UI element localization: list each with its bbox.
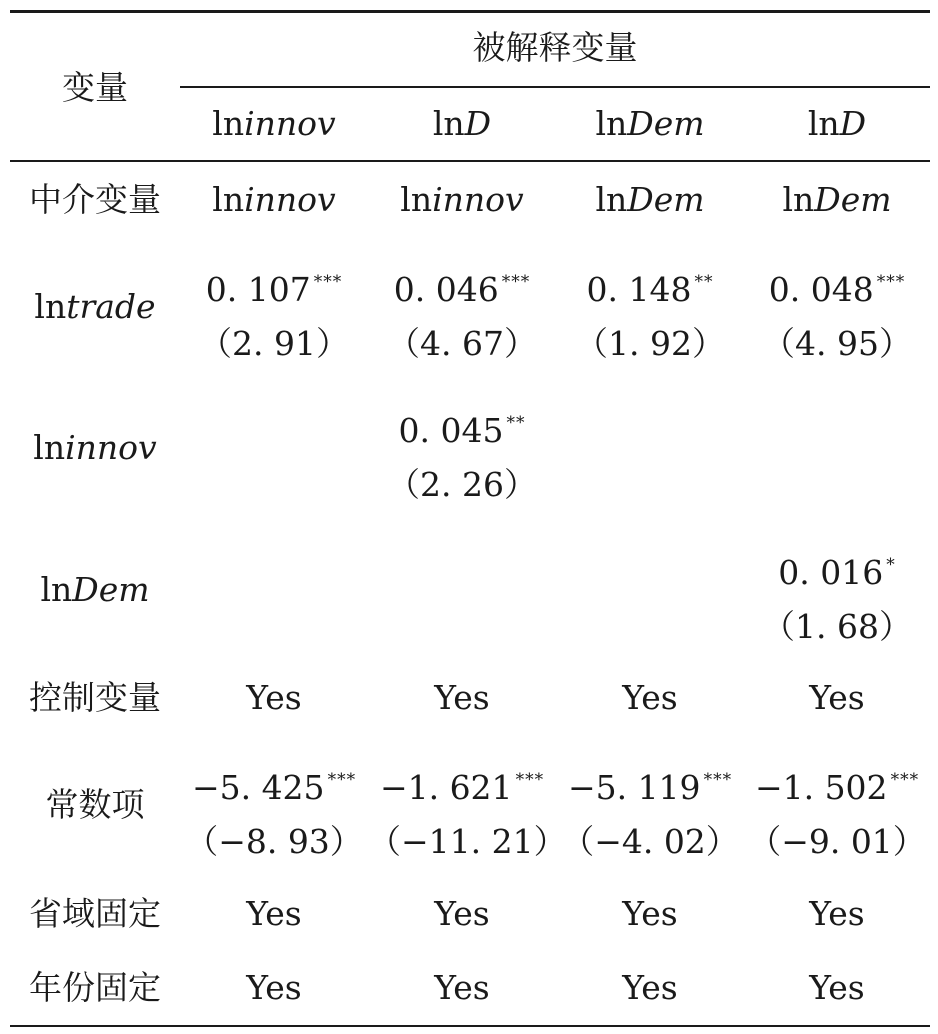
header-sub-rule [180,86,930,88]
mediator-row-label: 中介变量 [29,180,161,219]
coefficient: −5. 119 [567,768,701,807]
province-fe-cell-4: Yes [809,894,865,933]
column-header-3: lnDem [595,104,705,143]
coefficient: −5. 425 [191,768,325,807]
row-label-year-fe: 年份固定 [29,968,161,1007]
significance-stars: *** [313,272,343,292]
mediator-cell-2: lninnov [400,180,524,219]
controls-cell-1: Yes [246,678,302,717]
dependent-variable-header: 被解释变量 [472,28,638,67]
province-fe-cell-2: Yes [434,894,490,933]
row-label-province-fe: 省域固定 [29,894,161,933]
lninnov-cell-2 [368,403,556,505]
t-statistic: （−9. 01） [748,822,926,861]
year-fe-cell-2: Yes [434,968,490,1007]
coefficient: 0. 048 [768,270,874,309]
variable-header: 变量 [62,68,128,107]
mediator-cell-1: lninnov [212,180,336,219]
row-label-lndem: lnDem [40,570,150,609]
row-label-controls: 控制变量 [29,678,161,717]
coefficient: 0. 046 [393,270,499,309]
lntrade-cell-3 [556,262,744,364]
t-statistic: （4. 95） [762,324,912,363]
controls-cell-2: Yes [434,678,490,717]
coefficient: 0. 148 [586,270,692,309]
year-fe-cell-1: Yes [246,968,302,1007]
t-statistic: （2. 26） [387,465,537,504]
top-rule [10,10,930,13]
column-header-2: lnD [432,104,492,143]
significance-stars: * [886,555,896,575]
significance-stars: *** [703,770,733,790]
lndem-cell-4 [744,545,930,647]
controls-cell-4: Yes [809,678,865,717]
t-statistic: （1. 68） [762,607,912,646]
mediator-cell-3: lnDem [595,180,705,219]
constant-cell-4 [744,760,930,862]
significance-stars: *** [515,770,545,790]
t-statistic: （2. 91） [199,324,349,363]
province-fe-cell-3: Yes [622,894,678,933]
t-statistic: （4. 67） [387,324,537,363]
significance-stars: ** [694,272,714,292]
coefficient: −1. 502 [754,768,888,807]
province-fe-cell-1: Yes [246,894,302,933]
coefficient: −1. 621 [379,768,513,807]
year-fe-cell-4: Yes [809,968,865,1007]
lntrade-cell-1 [180,262,368,364]
year-fe-cell-3: Yes [622,968,678,1007]
bottom-rule [10,1025,930,1027]
constant-cell-2 [368,760,567,862]
column-header-1: lninnov [212,104,336,143]
constant-cell-1 [180,760,368,862]
coefficient: 0. 107 [205,270,311,309]
t-statistic: （−4. 02） [561,822,739,861]
significance-stars: *** [890,770,920,790]
row-label-lninnov: lninnov [33,428,157,467]
significance-stars: *** [327,770,357,790]
lntrade-cell-4 [744,262,930,364]
t-statistic: （−11. 21） [368,822,567,861]
coefficient: 0. 045 [398,411,504,450]
controls-cell-3: Yes [622,678,678,717]
lntrade-cell-2 [368,262,556,364]
row-label-constant: 常数项 [45,785,145,824]
significance-stars: ** [506,413,526,433]
t-statistic: （−8. 93） [185,822,363,861]
coefficient: 0. 016 [778,553,884,592]
significance-stars: *** [501,272,531,292]
mediator-cell-4: lnDem [782,180,892,219]
column-header-4: lnD [807,104,867,143]
t-statistic: （1. 92） [575,324,725,363]
row-label-lntrade: lntrade [34,287,156,326]
constant-cell-3 [556,760,744,862]
header-bottom-rule [10,160,930,162]
significance-stars: *** [876,272,906,292]
